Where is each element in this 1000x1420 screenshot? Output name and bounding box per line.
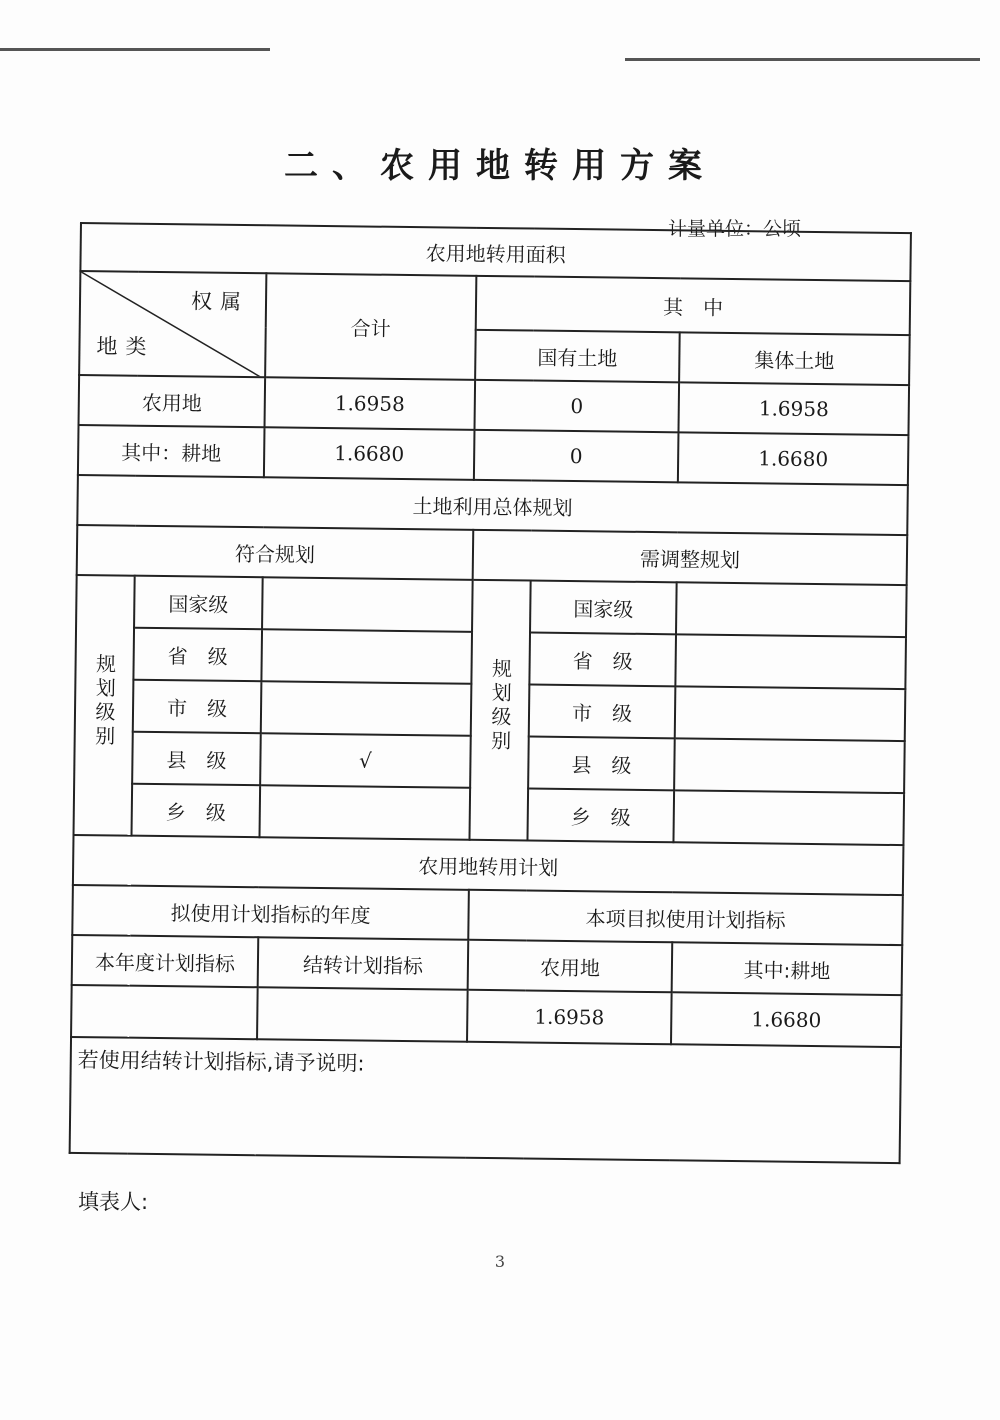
diag-bottom-label: 地类 <box>96 334 155 359</box>
quota-cultivated-header: 其中:耕地 <box>672 942 903 995</box>
conform-level-label: 市 级 <box>133 680 262 734</box>
total-header: 合计 <box>265 273 476 380</box>
conform-level-label: 乡 级 <box>132 784 261 838</box>
adjust-level-mark <box>675 634 906 689</box>
conform-level-mark <box>259 785 470 840</box>
conform-plan-header: 符合规划 <box>77 525 474 580</box>
adjust-level-label: 国家级 <box>530 581 677 635</box>
quota-farmland-header: 农用地 <box>468 940 673 992</box>
state-land-header: 国有土地 <box>475 330 680 382</box>
cultivated-collective-value: 1.6680 <box>678 432 909 485</box>
row-label-cultivated: 其中：耕地 <box>78 425 265 477</box>
farmland-total-value: 1.6958 <box>265 377 476 430</box>
carry-over-quota-value <box>257 987 468 1042</box>
farmland-state-value: 0 <box>474 380 679 432</box>
adjust-level-vertical-label <box>469 580 530 841</box>
this-year-quota-value <box>71 985 258 1039</box>
scan-line-left <box>0 48 270 51</box>
adjust-level-mark <box>673 790 904 845</box>
adjust-level-mark <box>674 738 905 793</box>
conform-level-vertical-label <box>74 575 135 836</box>
diag-top-label: 权属 <box>190 289 250 315</box>
collective-land-header: 集体土地 <box>679 332 910 385</box>
form-frame <box>68 222 910 1202</box>
conform-level-mark <box>261 681 472 736</box>
vertical-label-text: 规划级别 <box>91 653 117 750</box>
conform-level-mark: √ <box>260 733 471 788</box>
conversion-form-table <box>69 222 912 1164</box>
diagonal-header-cell <box>79 271 266 377</box>
scan-line-right <box>625 58 980 61</box>
page-number: 3 <box>494 1252 506 1271</box>
section-header-quota: 农用地转用计划 <box>73 835 904 895</box>
section-header-area: 农用地转用面积 <box>80 223 911 281</box>
year-indicator-header: 拟使用计划指标的年度 <box>72 885 469 940</box>
adjust-level-label: 乡 级 <box>527 789 674 843</box>
vertical-label-text: 规划级别 <box>487 658 513 755</box>
adjust-level-label: 县 级 <box>528 737 675 791</box>
cultivated-total-value: 1.6680 <box>264 427 475 480</box>
project-indicator-header: 本项目拟使用计划指标 <box>468 890 903 945</box>
conform-level-mark <box>262 577 473 632</box>
conform-level-mark <box>261 629 472 684</box>
adjust-plan-header: 需调整规划 <box>473 530 908 585</box>
adjust-level-label: 省 级 <box>529 633 676 687</box>
quota-farmland-value: 1.6958 <box>467 990 672 1044</box>
adjust-level-label: 市 级 <box>529 685 676 739</box>
conform-level-label: 国家级 <box>134 576 263 630</box>
row-label-farmland: 农用地 <box>79 375 266 427</box>
conform-level-label: 省 级 <box>133 628 262 682</box>
this-year-quota-header: 本年度计划指标 <box>72 935 259 987</box>
section-header-plan: 土地利用总体规划 <box>77 475 908 535</box>
filler-label: 填表人: <box>78 1190 149 1214</box>
adjust-level-mark <box>676 582 907 637</box>
adjust-level-mark <box>675 686 906 741</box>
page-title: 二、农用地转用方案 <box>284 146 716 186</box>
carry-over-note: 若使用结转计划指标,请予说明: <box>70 1037 901 1163</box>
among-header: 其 中 <box>476 276 911 335</box>
farmland-collective-value: 1.6958 <box>678 382 909 435</box>
conform-level-label: 县 级 <box>132 732 261 786</box>
quota-cultivated-value: 1.6680 <box>671 992 902 1047</box>
carry-over-quota-header: 结转计划指标 <box>258 937 469 990</box>
unit-label: 计量单位：公顷 <box>668 218 802 240</box>
cultivated-state-value: 0 <box>474 430 679 482</box>
